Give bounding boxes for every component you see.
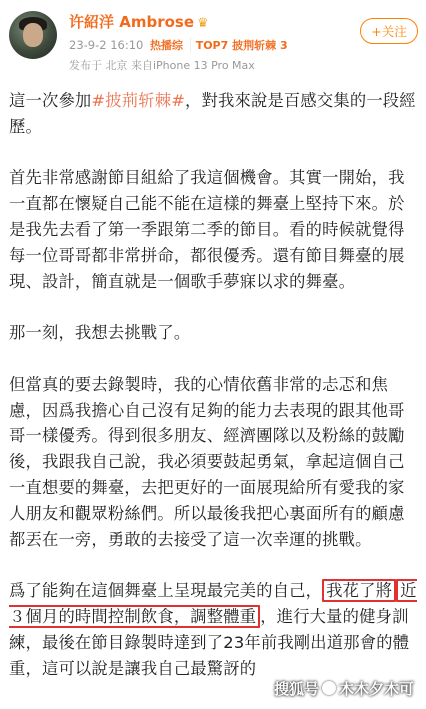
p5-text: 爲了能夠在這個舞臺上呈現最完美的自己， [9,581,323,601]
watermark-brand: 搜狐号 [273,680,319,698]
hashtag-link[interactable]: #披荊斩棘# [91,91,186,110]
post-header [0,0,426,80]
p1-text-end: ，對我來說是百感交集的一段經歷。 [9,91,416,136]
p5-text-end: ，進行大量的健身訓練，最後在節目錄製時達到了23年前我剛出道那會的體重，這可以說是讓我自己最驚訝的 [9,606,410,678]
top-rank-label: TOP7 [195,39,229,52]
post-timestamp: 23-9-2 16:10 [69,38,144,52]
post-meta [69,37,291,53]
paragraph-4: 但當真的要去錄製時，我的心情依舊非常的忐忑和焦慮，因爲我擔心自己沒有足夠的能力去表現的跟其他哥哥一樣優秀。得到很多朋友、經濟團隊以及粉絲的鼓勵後，我跟我自己說，我必須要鼓起勇氣，拿起這個自己一直想要的舞臺，去把更好的一面展現給所有愛我的家人朋友和觀眾粉絲們。所以最後我把心裏面所有的顧慮都丟在一旁，勇敢的去接受了這一次幸運的挑戰。 [9,374,405,549]
highlight-box-2: 近３個月的時間控制飲食，調整體重 [9,581,417,626]
paragraph-5 [9,578,419,681]
avatar-face [23,23,43,47]
paragraph-2: 首先非常感謝節目組給了我這個機會。其實一開始，我一直都在懷疑自己能不能在這樣的舞臺上堅持下來。於是我先去看了第一季跟第二季的節目。看的時候就覺得每一位哥哥都非常拼命，都很優秀。還有節目舞臺的展現、設計，簡直就是一個歌手夢寐以求的舞臺。 [9,168,405,291]
top-rank-tag[interactable] [190,37,291,53]
sohu-watermark [274,678,414,699]
p1-text: 這一次參加 [9,91,92,110]
highlight-box-1: 我花了將 [322,579,396,602]
watermark-icon [322,681,336,695]
post-body [9,88,419,707]
username[interactable] [69,11,209,32]
crown-icon: ♛ [197,16,209,31]
watermark-author: 木木夕木可 [338,680,414,698]
paragraph-3: 那一刻，我想去挑戰了。 [9,323,191,343]
hot-tag[interactable]: 热播综 [150,39,184,52]
username-text[interactable]: 许紹洋 Ambrose [69,13,195,31]
follow-button[interactable]: +关注 [360,18,418,44]
source-line: 发布于 北京 来自iPhone 13 Pro Max [69,59,255,72]
topic-link[interactable]: 披荆斩棘 3 [232,39,288,52]
user-avatar[interactable] [9,11,57,59]
paragraph-1 [9,88,419,140]
